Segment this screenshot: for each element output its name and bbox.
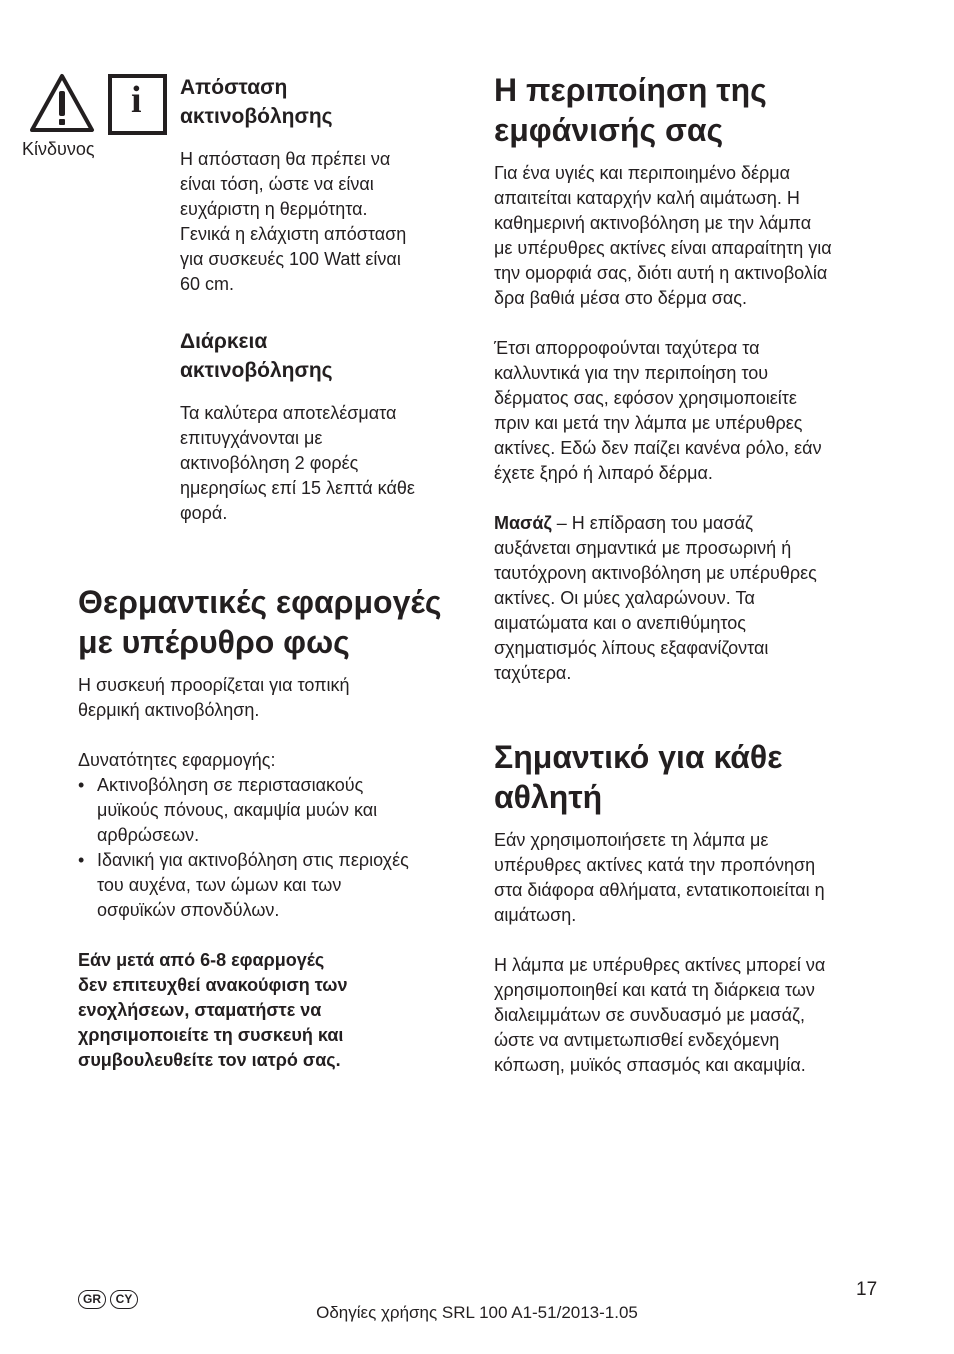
paragraph: Η λάμπα με υπέρυθρες ακτίνες μπορεί να χρησιμοποιηθεί και κατά τη διάρκεια των διαλειμμάτων σε συνδυασμό με μασάζ, ώστε να αντιμετωπισθεί ενδεχόμενη κόπωση, μυϊκός σπασμός και ακαμψία.	[494, 955, 826, 1075]
info-icon: i	[131, 79, 142, 121]
options-list	[78, 773, 473, 923]
section-heading: Η περιποίηση της εμφάνισής σας	[494, 72, 767, 148]
section-title: Απόσταση ακτινοβόλησης	[180, 76, 333, 128]
section-heading: Θερμαντικές εφαρμογές με υπέρυθρο φως	[78, 584, 442, 660]
massage-term: Μασάζ	[494, 513, 552, 533]
section-body: Η απόσταση θα πρέπει να είναι τόση, ώστε να είναι ευχάριστη η θερμότητα. Γενικά η ελάχιστη απόσταση για συσκευές 100 Watt είναι 60 cm.	[180, 149, 407, 294]
danger-triangle-icon	[28, 72, 173, 138]
intro-text: Η συσκευή προορίζεται για τοπική θερμική ακτινοβόληση.	[78, 675, 350, 720]
section-appearance-care	[494, 70, 894, 686]
section-irradiation-duration	[180, 327, 470, 526]
section-heading: Σημαντικό για κάθε αθλητή	[494, 739, 783, 815]
paragraph: Για ένα υγιές και περιποιημένο δέρμα απαιτείται καταρχήν καλή αιμάτωση. Η καθημερινή ακτινοβόληση με την λάμπα με υπέρυθρες ακτίνες είναι απαραίτητη για την ομορφιά σας, διότι αυτή η ακτινοβολία δρα βαθιά μέσα στο δέρμα σας.	[494, 163, 832, 308]
list-item: • Ιδανική για ακτινοβόληση στις περιοχές του αυχένα, των ώμων και των οσφυϊκών σπονδύλων.	[78, 848, 473, 923]
warning-text: Εάν μετά από 6-8 εφαρμογές δεν επιτευχθεί ανακούφιση των ενοχλήσεων, σταματήστε να χρησιμοποιείτε τη συσκευή και συμβουλευθείτε τον ιατρό σας.	[78, 950, 348, 1070]
section-irradiation-distance	[180, 73, 470, 297]
badge-cy: CY	[110, 1290, 138, 1309]
danger-label: Κίνδυνος	[22, 139, 95, 159]
section-title: Διάρκεια ακτινοβόλησης	[180, 330, 333, 382]
paragraph: Έτσι απορροφούνται ταχύτερα τα καλλυντικά για την περιποίηση του δέρματος σας, εφόσον χρησιμοποιείτε πριν και μετά την λάμπα με υπέρυθρες ακτίνες. Εδώ δεν παίζει κανένα ρόλο, εάν έχετε ξηρό ή λιπαρό δέρμα.	[494, 338, 822, 483]
manual-reference: Οδηγίες χρήσης SRL 100 A1-51/2013-1.05	[316, 1303, 638, 1322]
options-label: Δυνατότητες εφαρμογής:	[78, 750, 276, 770]
page-number: 17	[856, 1279, 878, 1300]
list-item: • Ακτινοβόληση σε περιστασιακούς μυϊκούς πόνους, ακαμψία μυών και αρθρώσεων.	[78, 773, 473, 848]
section-thermal-applications	[78, 582, 473, 1073]
section-athletes	[494, 737, 894, 1078]
massage-paragraph: Μασάζ – Η επίδραση του μασάζ αυξάνεται σημαντικά με προσωρινή ή ταυτόχρονη ακτινοβόληση με υπέρυθρες ακτίνες. Οι μύες χαλαρώνουν. Τα αιματώματα και ο ανεπιθύμητος σχηματισμός λίπους εξαφανίζονται ταχύτερα.	[494, 513, 817, 683]
paragraph: Εάν χρησιμοποιήσετε τη λάμπα με υπέρυθρες ακτίνες κατά την προπόνηση στα διάφορα αθλήματα, εντατικοποιείται η αιμάτωση.	[494, 830, 825, 925]
badge-gr: GR	[78, 1290, 106, 1309]
section-body: Τα καλύτερα αποτελέσματα επιτυγχάνονται με ακτινοβόληση 2 φορές ημερησίως επί 15 λεπτά κάθε φορά.	[180, 403, 415, 523]
